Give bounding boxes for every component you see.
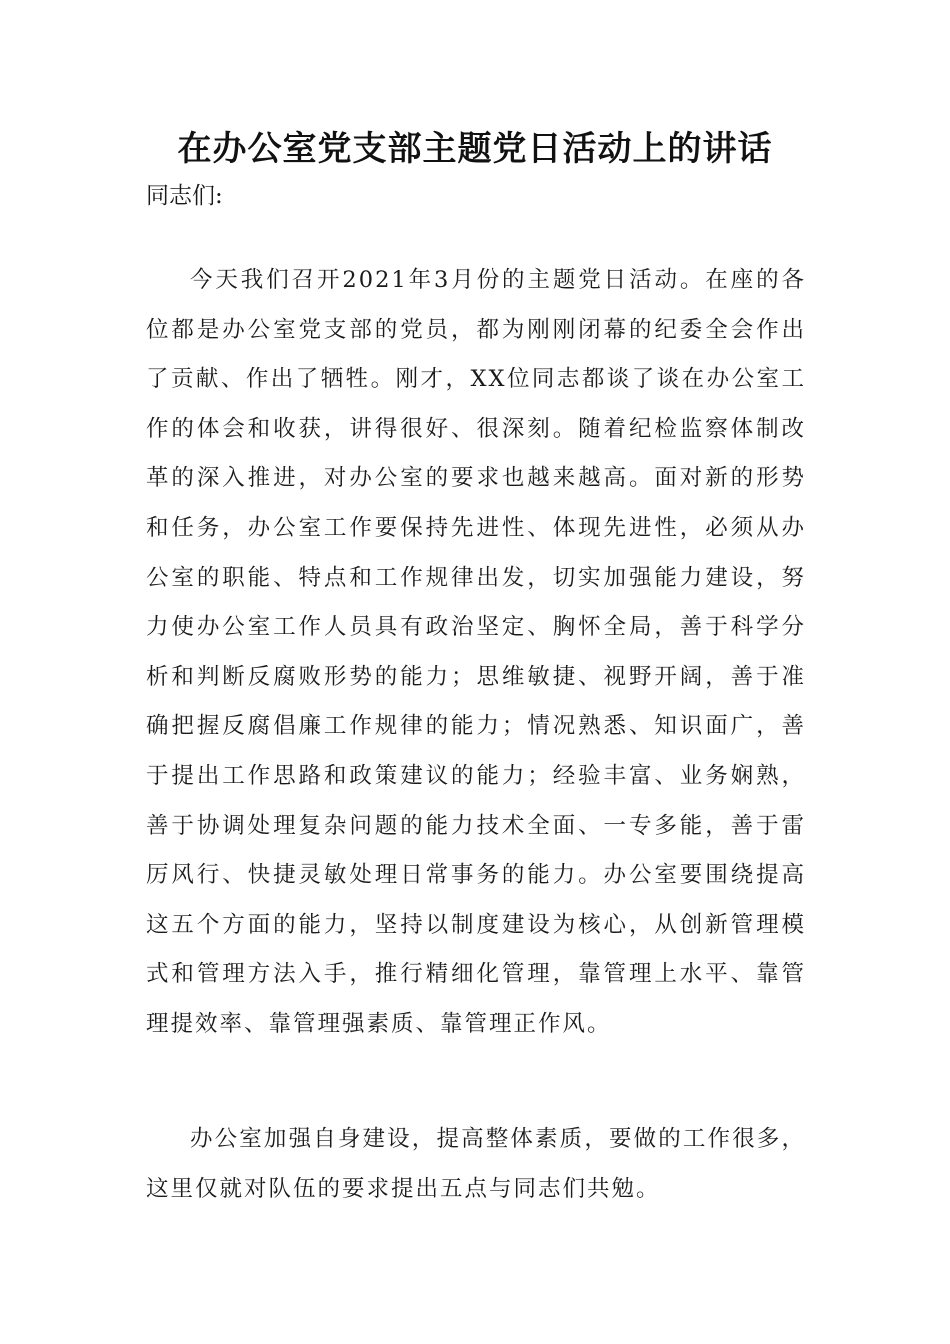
document-title: 在办公室党支部主题党日活动上的讲话 [177, 129, 773, 169]
body-paragraph-2: 办公室加强自身建设，提高整体素质，要做的工作很多，这里仅就对队伍的要求提出五点与同志们共勉。 [146, 1126, 806, 1202]
salutation: 同志们: [146, 183, 223, 209]
body-paragraph-1: 今天我们召开2021年3月份的主题党日活动。在座的各位都是办公室党支部的党员，都为刚刚闭幕的纪委全会作出了贡献、作出了牺牲。刚才，XX位同志都谈了谈在办公室工作的体会和收获，讲得很好、很深刻。随着纪检监察体制改革的深入推进，对办公室的要求也越来越高。面对新的形势和任务，办公室工作要保持先进性、体现先进性，必须从办公室的职能、特点和工作规律出发，切实加强能力建设，努力使办公室工作人员具有政治坚定、胸怀全局，善于科学分析和判断反腐败形势的能力；思维敏捷、视野开阔，善于准确把握反腐倡廉工作规律的能力；情况熟悉、知识面广，善于提出工作思路和政策建议的能力；经验丰富、业务娴熟，善于协调处理复杂问题的能力技术全面、一专多能，善于雷厉风行、快捷灵敏处理日常事务的能力。办公室要围绕提高这五个方面的能力，坚持以制度建设为核心，从创新管理模式和管理方法入手，推行精细化管理，靠管理上水平、靠管理提效率、靠管理强素质、靠管理正作风。 [146, 267, 806, 1037]
